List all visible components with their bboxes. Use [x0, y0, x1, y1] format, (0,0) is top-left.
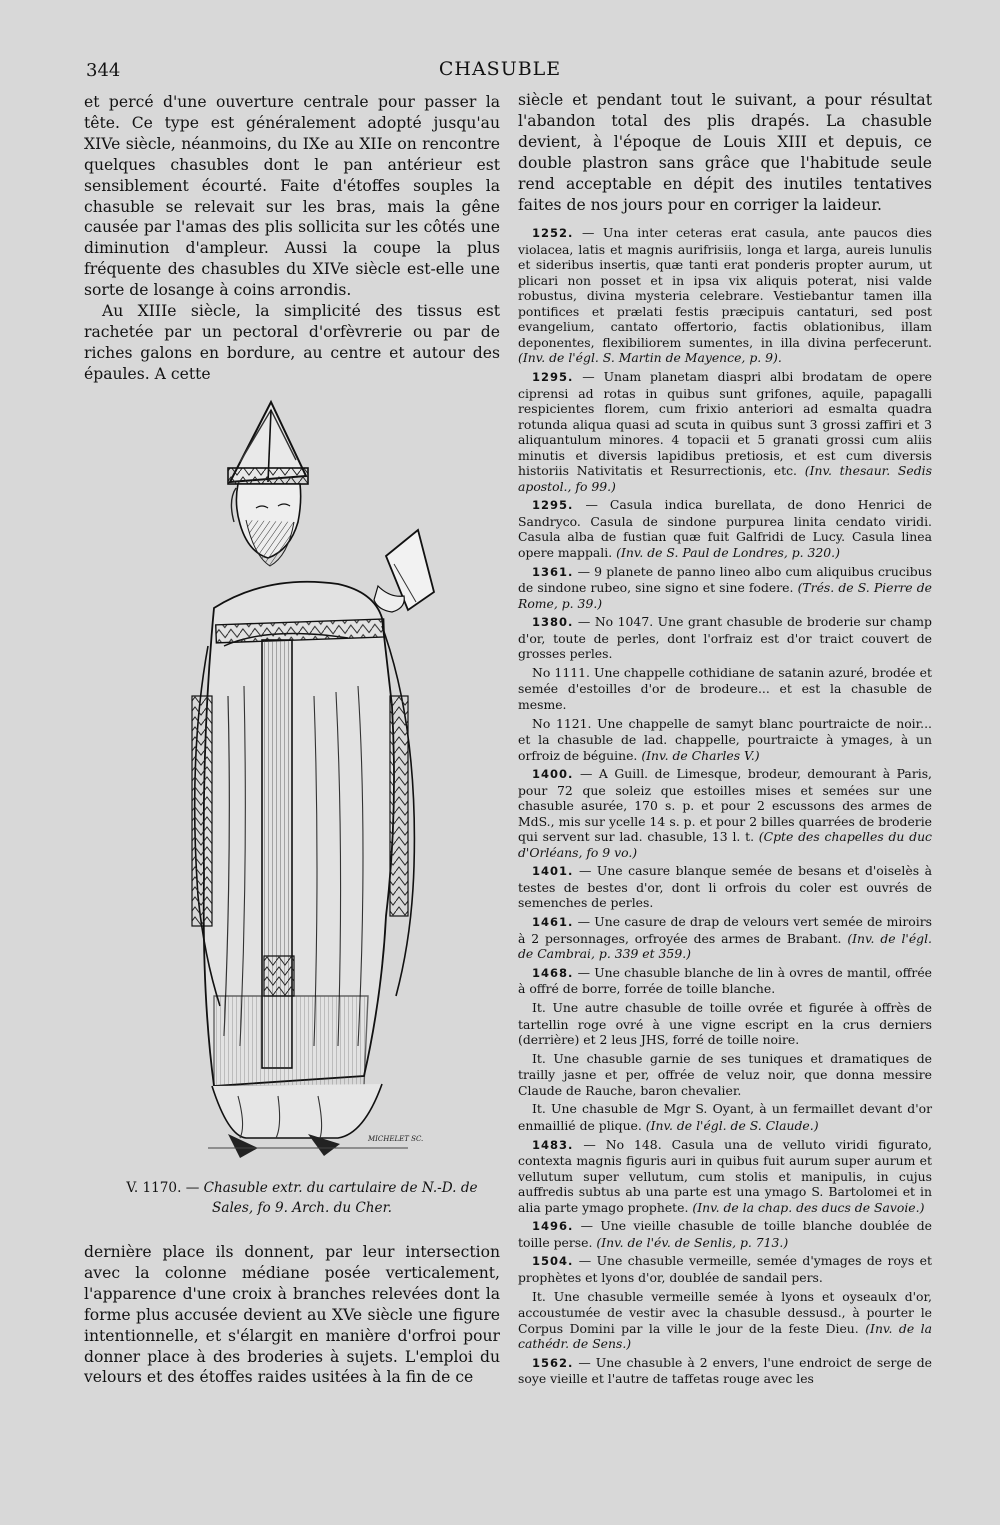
- page-number: 344: [86, 60, 121, 81]
- left-paragraph-1: et percé d'une ouverture centrale pour passer la tête. Ce type est généralement adopté jusqu'au XIVe siècle, néanmoins, du IXe au XIIe on rencontre quelques chasubles dont le pan antérieur est sensiblement écourté. Faite d'étoffes souples la chasuble se relevait sur les bras, mais la gêne causée par l'amas des plis sollicita sur les côtés une diminution d'ampleur. Aussi la coupe la plus fréquente des chasubles du XIVe siècle est-elle une sorte de losange à coins arrondis.: [84, 93, 500, 300]
- entry-text: — Une chasuble à 2 envers, l'une endroict de serge de soye vieille et l'autre de taffetas rouge avec les: [518, 1354, 932, 1387]
- caption-text: Chasuble extr. du cartulaire de N.-D. de Sales, fo 9. Arch. du Cher.: [203, 1180, 478, 1216]
- inventory-entry: [518, 497, 932, 560]
- entry-text: No 1111. Une chappelle cothidiane de satanin azuré, brodée et semée d'estoilles d'or de brodeure... et est la chasuble de mesme.: [518, 664, 932, 712]
- inventory-entry: [518, 1051, 932, 1099]
- entry-reference: (Inv. de l'égl. S. Martin de Mayence, p. 9).: [518, 350, 782, 366]
- inventory-entry: [518, 1218, 932, 1250]
- inventory-entry: [518, 1101, 932, 1133]
- inventory-entry: [518, 564, 932, 612]
- inventory-entry: [518, 863, 932, 911]
- entry-text: — Une chasuble vermeille, semée d'ymages de roys et prophètes et lyons d'or, doublée de sandail pers.: [518, 1253, 932, 1285]
- entry-reference: (Inv. de l'égl. de Cambrai, p. 339 et 359.): [518, 930, 932, 962]
- entry-year: 1295.: [532, 498, 574, 513]
- entry-reference: (Trés. de S. Pierre de Rome, p. 39.): [518, 580, 933, 611]
- inventory-entry: [518, 614, 932, 662]
- left-column-top: [84, 92, 500, 385]
- entry-text: — No 148. Casula una de velluto viridi figurato, contexta magnis figuris auri in quibus fuit aurum super aurum et vellutum super vellutum, cum stolis et manipulis, in cujus auffredis subtus ab una parte est una ymago S. Bartolomei et in alia parte ymago prophete.: [518, 1136, 932, 1215]
- entry-text: — 9 planete de panno lineo albo cum aliquibus crucibus de sindone rubeo, sine signo et sine fodere.: [518, 563, 932, 595]
- engraver-signature: MICHELET SC.: [368, 1135, 424, 1143]
- entry-reference: (Inv. de la cathédr. de Sens.): [518, 1320, 932, 1352]
- entry-text: — Une vieille chasuble de toille blanche doublée de toille perse.: [518, 1218, 932, 1250]
- entry-reference: (Inv. de S. Paul de Londres, p. 320.): [616, 544, 840, 560]
- entry-text: — A Guill. de Limesque, brodeur, demourant à Paris, pour 72 que soleiz que estoilles mises et semées sur une chasuble asurée, 170 s. p. et pour 2 escussons des armes de MdS., mis sur ycelle 14 s. p. et pour 2 billes quarrées de broderie qui servent sur lad. chasuble, 13 l. t.: [518, 766, 932, 845]
- entry-text: It. Une chasuble garnie de ses tuniques et dramatiques de trailly jasne et per, offrée de veluz noir, que donna messire Claude de Rauche, baron chevalier.: [518, 1050, 932, 1098]
- entry-text: It. Une chasuble de Mgr S. Oyant, à un fermaillet devant d'or enmaillié de plique.: [518, 1101, 932, 1133]
- right-column: [518, 90, 932, 1390]
- inventory-entries: [518, 225, 932, 1386]
- entry-text: It. Une autre chasuble de toille ovrée et figurée à offrès de tartellin roge ovré à une vigne escript en la crus derniers (derrière) et 2 leus JHS, forré de toille noire.: [518, 1000, 932, 1047]
- left-column-bottom: [84, 1242, 500, 1388]
- entry-year: 1461.: [532, 915, 574, 930]
- right-intro: siècle et pendant tout le suivant, a pour résultat l'abandon total des plis drapés. La chasuble devient, à l'époque de Louis XIII et depuis, ce double plastron sans grâce que l'habitude seule rend acceptable en dépit des inutiles tentatives faites de nos jours pour en corriger la laideur.: [518, 91, 932, 214]
- caption-number: V. 1170. —: [126, 1180, 200, 1196]
- entry-text: — Una inter ceteras erat casula, ante paucos dies violacea, latis et magnis aurifrisiis, longa et larga, aureis lunulis et sideribus insertis, quæ tanti erat ponderis propter aurum, ut plicari non posset et in ipsa vix aliquis poterat, nisi valde robustus, divina mysteria celebrare. Vestiebantur tamen illa pontifices et prælati festis præcipuis cantaturi, sed post evangelium, cantato offertorio, factis oblationibus, illam deponentes, flexibiliorem sumentes, in illa divina perfecerunt.: [518, 225, 932, 350]
- inventory-entry: [518, 965, 932, 997]
- inventory-entry: [518, 1253, 932, 1285]
- inventory-entry: [518, 914, 932, 962]
- entry-year: 1252.: [532, 226, 574, 241]
- entry-reference: (Inv. de la chap. des ducs de Savoie.): [692, 1199, 925, 1215]
- inventory-entry: [518, 1000, 932, 1048]
- entry-year: 1400.: [532, 767, 574, 782]
- inventory-entry: [518, 1289, 932, 1352]
- entry-year: 1496.: [532, 1219, 574, 1234]
- left-continuation: dernière place ils donnent, par leur intersection avec la colonne médiane posée verticalement, l'apparence d'une croix à branches relevées dont la forme plus accusée devient au XVe siècle une figure intentionnelle, et s'élargit en manière d'orfroi pour donner place à des broderies à sujets. L'emploi du velours et des étoffes raides usitées à la fin de ce: [84, 1243, 500, 1387]
- entry-year: 1401.: [532, 864, 574, 879]
- inventory-entry: [518, 1137, 932, 1216]
- entry-year: 1380.: [532, 615, 574, 630]
- entry-reference: (Inv. thesaur. Sedis apostol., fo 99.): [518, 463, 932, 494]
- entry-text: No 1121. Une chappelle de samyt blanc pourtraicte de noir... et la chasuble de lad. chappelle, pourtraicte à ymages, à un orfroiz de béguine.: [518, 715, 932, 763]
- inventory-entry: [518, 1355, 932, 1387]
- entry-year: 1295.: [532, 370, 574, 385]
- entry-text: — Une chasuble blanche de lin à ovres de mantil, offrée à offré de borre, forrée de toille blanche.: [518, 964, 932, 997]
- figure-caption: [104, 1178, 500, 1218]
- entry-year: 1483.: [532, 1137, 574, 1152]
- left-paragraph-2: Au XIIIe siècle, la simplicité des tissus est rachetée par un pectoral d'orfèvrerie ou par de riches galons en bordure, au centre et autour des épaules. A cette: [84, 302, 500, 383]
- inventory-entry: [518, 665, 932, 713]
- inventory-entry: [518, 369, 932, 494]
- entry-text: — Casula indica burellata, de dono Henrici de Sandryco. Casula de sindone purpurea linita cendato viridi. Casula alba de fustian quæ fuit Galfridi de Lucy. Casula linea opere mappali.: [518, 497, 932, 560]
- entry-text: — No 1047. Une grant chasuble de broderie sur champ d'or, toute de perles, dont l'orfraiz est d'or traict couvert de grosses perles.: [518, 614, 932, 662]
- entry-text: — Unam planetam diaspri albi brodatam de opere ciprensi ad rotas in quibus sunt grifones, aquile, papagalli respicientes florem, cum frixio anteriori ad esmalta quadra rotunda aliqua quasi ad scuta in quibus sunt 3 grossi zaffiri et 3 aliquantulum minores. 4 topacii et 5 granati grossi cum aliis minutis et diversis lapidibus pretiosis, et est cum diversis historiis Nativitatis et Resurrectionis, etc.: [518, 369, 932, 479]
- running-title: CHASUBLE: [438, 58, 562, 80]
- entry-text: It. Une chasuble vermeille semée à lyons et oyseaulx d'or, accoustumée de vestir avec la chasuble dessusd., à pourter le Corpus Domini par la ville le jour de la feste Dieu.: [518, 1288, 932, 1336]
- entry-year: 1562.: [532, 1355, 574, 1370]
- entry-text: — Une casure blanque semée de besans et d'oiselès à testes de bestes d'or, dont li orfrois du coler est ouvrés de semenches de perles.: [518, 863, 932, 911]
- entry-reference: (Inv. de l'év. de Senlis, p. 713.): [596, 1234, 789, 1250]
- entry-year: 1504.: [532, 1254, 574, 1269]
- entry-year: 1468.: [532, 965, 574, 980]
- entry-reference: (Cpte des chapelles du duc d'Orléans, fo 9 vo.): [518, 829, 932, 860]
- bishop-figure-illustration: [168, 396, 468, 1166]
- chasuble-engraving: [168, 396, 468, 1166]
- entry-reference: (Inv. de Charles V.): [641, 747, 760, 763]
- inventory-entry: [518, 716, 932, 764]
- entry-text: — Une casure de drap de velours vert semée de miroirs à 2 personnages, orfroyée des armes de Brabant.: [518, 914, 932, 946]
- entry-year: 1361.: [532, 564, 574, 579]
- entry-reference: (Inv. de l'égl. de S. Claude.): [645, 1117, 819, 1133]
- inventory-entry: [518, 766, 932, 860]
- inventory-entry: [518, 225, 932, 366]
